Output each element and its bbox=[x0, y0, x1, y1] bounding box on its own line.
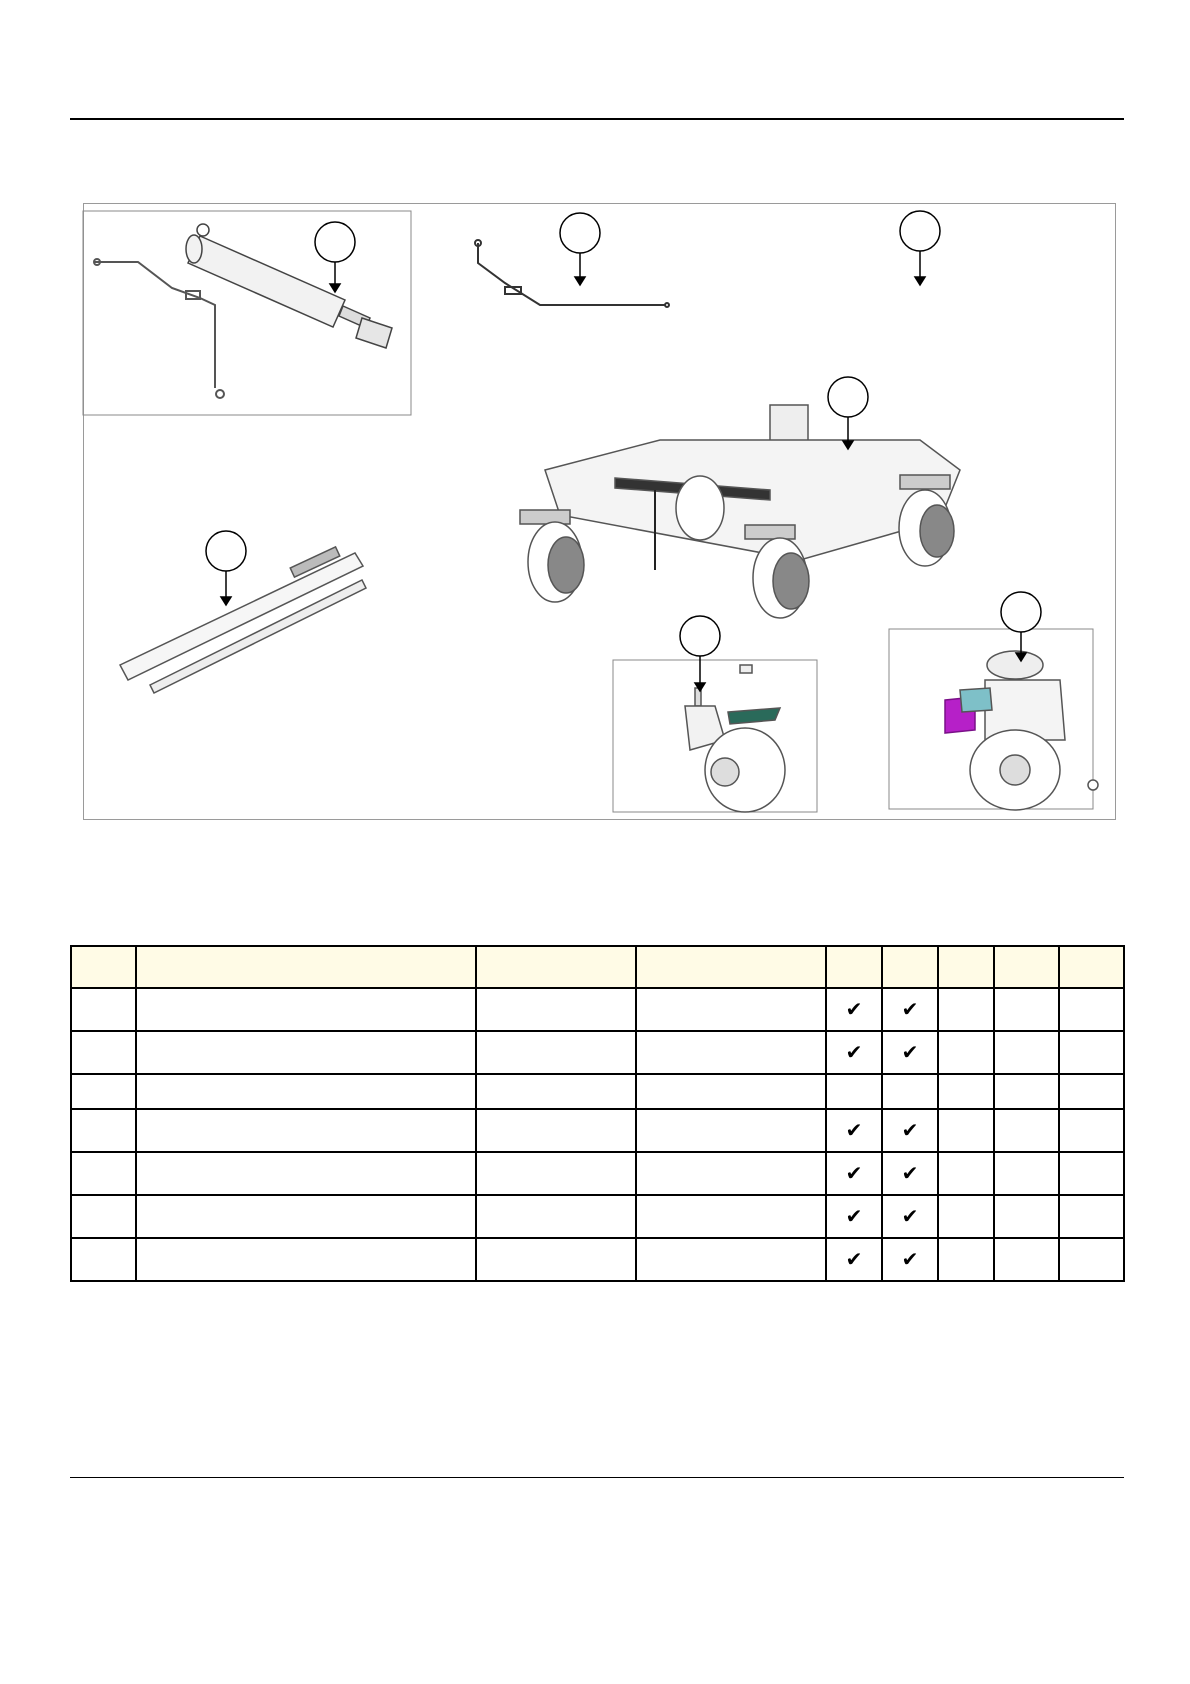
table-row bbox=[71, 1152, 1124, 1195]
table-row bbox=[71, 1109, 1124, 1152]
table-cell bbox=[136, 1031, 476, 1074]
check-cell bbox=[994, 988, 1059, 1031]
callout-6 bbox=[680, 616, 720, 691]
check-cell bbox=[1059, 1074, 1124, 1109]
header-cell bbox=[71, 946, 136, 988]
table-cell bbox=[71, 1195, 136, 1238]
table-row bbox=[71, 988, 1124, 1031]
table-cell bbox=[636, 1238, 826, 1281]
check-cell bbox=[1059, 1109, 1124, 1152]
check-cell bbox=[938, 1195, 994, 1238]
check-cell bbox=[938, 1031, 994, 1074]
parts-table bbox=[70, 945, 1125, 1282]
table-cell bbox=[636, 988, 826, 1031]
checkmark-icon: ✔ bbox=[901, 1040, 919, 1064]
check-cell bbox=[1059, 1152, 1124, 1195]
check-cell bbox=[882, 1074, 938, 1109]
check-cell bbox=[938, 1152, 994, 1195]
check-cell bbox=[882, 1031, 938, 1074]
checkmark-icon: ✔ bbox=[901, 1204, 919, 1228]
check-cell bbox=[882, 1195, 938, 1238]
gas-spring-drawing bbox=[186, 224, 392, 348]
callout-5 bbox=[206, 531, 246, 605]
check-cell bbox=[882, 1152, 938, 1195]
release-cable-drawing bbox=[94, 259, 224, 398]
table-cell bbox=[476, 1074, 636, 1109]
rail-assembly-drawing bbox=[120, 547, 366, 693]
callout-1 bbox=[315, 222, 355, 292]
header-cell bbox=[636, 946, 826, 988]
table-cell bbox=[71, 1109, 136, 1152]
table-cell bbox=[636, 1152, 826, 1195]
table-cell bbox=[71, 1074, 136, 1109]
table-cell bbox=[476, 1109, 636, 1152]
check-cell bbox=[826, 1109, 882, 1152]
table-cell bbox=[71, 1031, 136, 1074]
header-cell bbox=[136, 946, 476, 988]
footer-rule bbox=[70, 1477, 1124, 1478]
check-cell bbox=[826, 1238, 882, 1281]
header-cell bbox=[938, 946, 994, 988]
check-cell bbox=[994, 1074, 1059, 1109]
table-cell bbox=[136, 1109, 476, 1152]
table-cell bbox=[476, 1195, 636, 1238]
check-cell bbox=[938, 1074, 994, 1109]
callout-7 bbox=[1001, 592, 1041, 661]
checkmark-icon: ✔ bbox=[845, 1247, 863, 1271]
checkmark-icon: ✔ bbox=[845, 1204, 863, 1228]
table-cell bbox=[136, 1195, 476, 1238]
checkmark-icon: ✔ bbox=[901, 1118, 919, 1142]
check-cell bbox=[1059, 988, 1124, 1031]
inset-box-gas-spring bbox=[83, 211, 411, 415]
check-cell bbox=[826, 988, 882, 1031]
header-cell bbox=[882, 946, 938, 988]
table-cell bbox=[136, 988, 476, 1031]
check-cell bbox=[994, 1238, 1059, 1281]
check-cell bbox=[938, 1109, 994, 1152]
check-cell bbox=[938, 1238, 994, 1281]
check-cell bbox=[882, 1109, 938, 1152]
checkmark-icon: ✔ bbox=[845, 1040, 863, 1064]
check-cell bbox=[826, 1195, 882, 1238]
table-cell bbox=[476, 1152, 636, 1195]
check-cell bbox=[882, 1238, 938, 1281]
checkmark-icon: ✔ bbox=[845, 1161, 863, 1185]
table-cell bbox=[476, 1238, 636, 1281]
checkmark-icon: ✔ bbox=[901, 1247, 919, 1271]
table-header-row bbox=[71, 946, 1124, 988]
table-cell bbox=[71, 1152, 136, 1195]
base-chassis-drawing bbox=[520, 405, 960, 618]
table-cell bbox=[636, 1109, 826, 1152]
check-cell bbox=[1059, 1195, 1124, 1238]
header-cell bbox=[1059, 946, 1124, 988]
table-row bbox=[71, 1031, 1124, 1074]
callout-4 bbox=[828, 377, 868, 449]
check-cell bbox=[994, 1109, 1059, 1152]
table-cell bbox=[476, 1031, 636, 1074]
table-cell bbox=[636, 1074, 826, 1109]
check-cell bbox=[826, 1152, 882, 1195]
check-cell bbox=[1059, 1238, 1124, 1281]
table-cell bbox=[71, 988, 136, 1031]
checkmark-icon: ✔ bbox=[901, 997, 919, 1021]
table-cell bbox=[636, 1031, 826, 1074]
check-cell bbox=[882, 988, 938, 1031]
checkmark-icon: ✔ bbox=[845, 997, 863, 1021]
table-cell bbox=[136, 1238, 476, 1281]
check-cell bbox=[994, 1031, 1059, 1074]
caster-lock-drawing bbox=[945, 651, 1098, 810]
header-cell bbox=[826, 946, 882, 988]
callout-2 bbox=[560, 213, 600, 285]
header-cell bbox=[476, 946, 636, 988]
table-row bbox=[71, 1195, 1124, 1238]
check-cell bbox=[994, 1152, 1059, 1195]
check-cell bbox=[938, 988, 994, 1031]
check-cell bbox=[826, 1031, 882, 1074]
check-cell bbox=[826, 1074, 882, 1109]
table-cell bbox=[136, 1074, 476, 1109]
table-cell bbox=[476, 988, 636, 1031]
table-row bbox=[71, 1238, 1124, 1281]
table-cell bbox=[71, 1238, 136, 1281]
check-cell bbox=[1059, 1031, 1124, 1074]
table-row bbox=[71, 1074, 1124, 1109]
checkmark-icon: ✔ bbox=[845, 1118, 863, 1142]
header-cell bbox=[994, 946, 1059, 988]
table-cell bbox=[136, 1152, 476, 1195]
checkmark-icon: ✔ bbox=[901, 1161, 919, 1185]
check-cell bbox=[994, 1195, 1059, 1238]
callout-3 bbox=[900, 211, 940, 285]
table-cell bbox=[636, 1195, 826, 1238]
